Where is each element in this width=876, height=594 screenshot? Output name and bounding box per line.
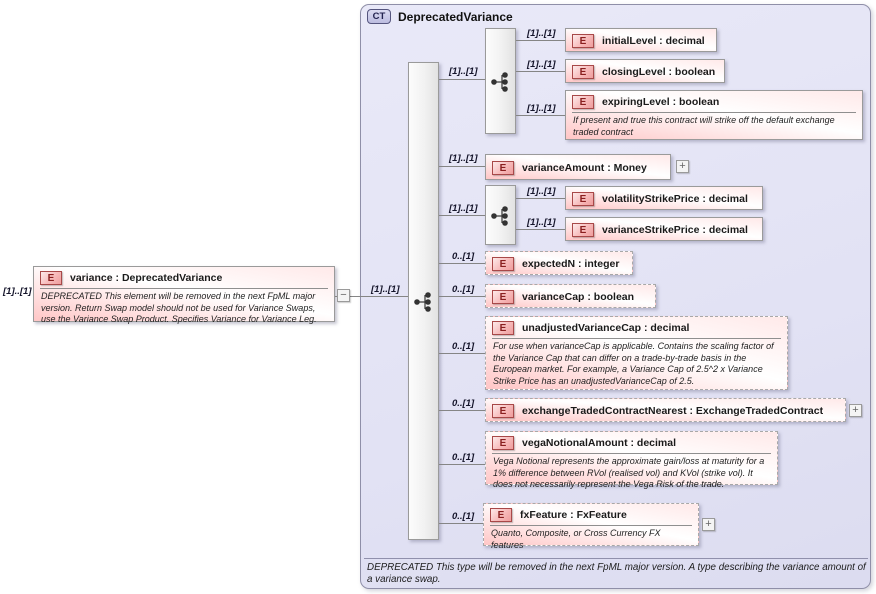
element-node-vegaNotionalAmount[interactable] [485, 431, 778, 489]
collapse-toggle[interactable]: − [337, 289, 350, 302]
connector-line [516, 71, 565, 72]
element-documentation: Quanto, Composite, or Cross Currency FX features [490, 525, 692, 554]
cardinality-label: 0..[1] [452, 284, 475, 295]
element-badge: E [572, 223, 594, 237]
element-node-varianceAmount[interactable] [485, 154, 671, 180]
connector-line [439, 353, 485, 354]
element-node-initialLevel[interactable] [565, 28, 717, 52]
cardinality-label: [1]..[1] [371, 284, 400, 295]
element-node-varianceCap[interactable] [485, 284, 656, 308]
element-title: exchangeTradedContractNearest : ExchangeTradedContract [522, 405, 824, 417]
element-title: varianceStrikePrice : decimal [602, 224, 748, 236]
connector-line [439, 410, 485, 411]
element-title: vegaNotionalAmount : decimal [522, 436, 677, 449]
element-badge: E [492, 161, 514, 175]
cardinality-label: [1]..[1] [527, 28, 556, 39]
cardinality-label: 0..[1] [452, 452, 475, 463]
expand-toggle[interactable]: + [849, 404, 862, 417]
element-badge: E [572, 192, 594, 206]
sequence-compositor-levels [485, 28, 516, 134]
connector-line [516, 229, 565, 230]
sequence-compositor-main [408, 62, 439, 540]
element-node-fxFeature[interactable] [483, 503, 699, 550]
cardinality-label: [1]..[1] [449, 203, 478, 214]
expand-toggle[interactable]: + [702, 518, 715, 531]
connector-line [516, 115, 565, 116]
connector-line [439, 166, 485, 167]
connector-line [439, 523, 483, 524]
element-node-unadjustedVarianceCap[interactable] [485, 316, 788, 390]
element-node-exchangeTradedContractNearest[interactable] [485, 398, 846, 422]
connector-line [439, 464, 485, 465]
element-title: expectedN : integer [522, 258, 620, 270]
element-title: expiringLevel : boolean [602, 95, 720, 108]
element-badge: E [492, 436, 514, 450]
complex-type-badge: CT [367, 9, 391, 24]
cardinality-label: 0..[1] [452, 341, 475, 352]
element-badge: E [572, 65, 594, 79]
element-badge: E [492, 404, 514, 418]
element-badge: E [492, 321, 514, 335]
element-badge: E [490, 508, 512, 522]
element-title: closingLevel : boolean [602, 66, 716, 78]
element-documentation: Vega Notional represents the approximate gain/loss at maturity for a 1% difference between RVol (realised vol) and KVol (strike vol). It does not necessarily represent the Vega Risk of the trade. [492, 453, 771, 494]
cardinality-label: 0..[1] [452, 251, 475, 262]
complex-type-documentation: DEPRECATED This type will be removed in the next FpML major version. A type describing the variance amount of a variance swap. [367, 562, 866, 585]
sequence-icon [490, 69, 512, 95]
element-badge: E [572, 95, 594, 109]
cardinality-label: [1]..[1] [527, 217, 556, 228]
element-badge: E [40, 271, 62, 285]
sequence-icon [413, 289, 435, 315]
element-badge: E [572, 34, 594, 48]
element-node-closingLevel[interactable] [565, 59, 725, 83]
element-title: unadjustedVarianceCap : decimal [522, 321, 690, 334]
connector-line [516, 40, 565, 41]
cardinality-label: [1]..[1] [449, 66, 478, 77]
element-title: varianceAmount : Money [522, 161, 647, 174]
cardinality-label: [1]..[1] [527, 186, 556, 197]
cardinality-label: [1]..[1] [527, 59, 556, 70]
expand-toggle[interactable]: + [676, 160, 689, 173]
element-badge: E [492, 290, 514, 304]
element-documentation: For use when varianceCap is applicable. Contains the scaling factor of the Variance Cap that can differ on a trade-by-trade basis in the European market. For example, a Variance Cap of 2.5^2 x Variance Strike Price has an unadjustedVarianceCap of 2.5. [492, 338, 781, 390]
element-title: initialLevel : decimal [602, 35, 705, 47]
divider [364, 558, 868, 559]
cardinality-label: [1]..[1] [527, 103, 556, 114]
element-title: varianceCap : boolean [522, 291, 635, 303]
element-title: fxFeature : FxFeature [520, 508, 627, 521]
cardinality-label: [1]..[1] [449, 153, 478, 164]
element-title: variance : DeprecatedVariance [70, 271, 223, 284]
element-node-expiringLevel[interactable] [565, 90, 863, 140]
element-node-variance[interactable] [33, 266, 335, 322]
connector-line [439, 263, 485, 264]
sequence-compositor-strikes [485, 185, 516, 245]
complex-type-header [367, 9, 513, 24]
connector-line [439, 79, 485, 80]
element-documentation: If present and true this contract will strike off the default exchange traded contract [572, 112, 856, 141]
cardinality-label: [1]..[1] [3, 286, 32, 297]
connector-line [516, 198, 565, 199]
connector-line [439, 296, 485, 297]
element-node-expectedN[interactable] [485, 251, 633, 275]
element-node-volatilityStrikePrice[interactable] [565, 186, 763, 210]
cardinality-label: 0..[1] [452, 511, 475, 522]
connector-line [439, 215, 485, 216]
sequence-icon [490, 203, 512, 229]
element-badge: E [492, 257, 514, 271]
complex-type-name: DeprecatedVariance [398, 9, 513, 24]
element-documentation: DEPRECATED This element will be removed in the next FpML major version. Return Swap model should not be used for Variance Swaps, use the Variance Swap Product. Specifies Variance for Variance Leg. [40, 288, 328, 329]
cardinality-label: 0..[1] [452, 398, 475, 409]
element-node-varianceStrikePrice[interactable] [565, 217, 763, 241]
element-title: volatilityStrikePrice : decimal [602, 193, 748, 205]
